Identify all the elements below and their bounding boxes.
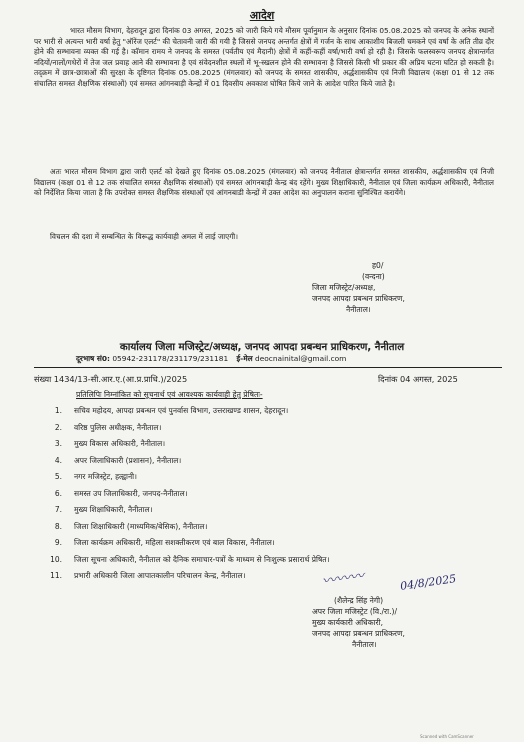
recipient-text: नगर मजिस्ट्रेट, हल्द्वानी। <box>74 472 137 481</box>
signatory-authority: जनपद आपदा प्रबन्धन प्राधिकरण, <box>312 294 405 303</box>
recipient-number: 3. <box>54 439 62 448</box>
recipient-text: सचिव महोदय, आपदा प्रबन्धन एवं पुनर्वास विभाग, उत्तराखण्ड शासन, देहरादून। <box>74 406 289 415</box>
order-heading: आदेश <box>249 9 275 22</box>
recipient-item <box>40 422 510 439</box>
signatory-name: (वन्दना) <box>362 272 385 281</box>
scanner-watermark: Scanned with CamScanner <box>420 734 474 739</box>
recipient-item <box>40 537 510 554</box>
recipient-text: वरिष्ठ पुलिस अधीक्षक, नैनीताल। <box>74 422 162 432</box>
recipient-number: 10. <box>50 554 62 564</box>
handwritten-date: 04/8/2025 <box>399 572 458 593</box>
office-title: कार्यालय जिला मजिस्ट्रेट/अध्यक्ष, जनपद आपदा प्रबन्धन प्राधिकरण, नैनीताल <box>119 342 405 353</box>
signatory-role-2: मुख्य कार्यकारी अधिकारी, <box>312 618 384 627</box>
copy-to-heading: प्रतिलिपिः निम्नांकित को सूचनार्थ एवं आवश्यक कार्यवाही हेतु प्रेषितः- <box>76 390 263 399</box>
signature-block-dm <box>312 260 492 315</box>
recipient-number: 4. <box>54 455 62 465</box>
recipient-number: 6. <box>54 488 62 498</box>
signature-mark: ह0/ <box>372 261 384 270</box>
signatory-designation-2: अपर जिला मजिस्ट्रेट (वि./रा.)/ <box>312 607 398 616</box>
recipient-number: 8. <box>54 521 62 531</box>
order-paragraph-2: अतः भारत मौसम विभाग द्वारा जारी एलर्ट को देखते हुए दिनांक 05.08.2025 (मंगलवार) को जनपद नैनीताल क्षेत्रान्तर्गत समस्त शासकीय, अर्द्धशासकीय एवं निजी विद्यालय (कक्षा 01 से 12 तक संचालित समस्त शैक्षणिक संस्थाओं) एवं समस्त आंगनबाड़ी केन्द्र बंद रहेंगे। मुख्य शिक्षाधिकारी, नैनीताल एवं जिला कार्यक्रम अधिकारी, नैनीताल को निर्देशित किया जाता है कि उपरोक्त समस्त शैक्षणिक संस्थाओं एवं आंगनबाडी केन्द्रों में उक्त आदेश का अनुपालन कराना सुनिश्चित करायेंगे। <box>34 167 494 198</box>
signatory-name-2: (शैलेन्द्र सिंह नेगी) <box>334 596 384 605</box>
recipient-item <box>40 488 510 505</box>
recipient-text: मुख्य शिक्षाधिकारी, नैनीताल। <box>74 505 153 514</box>
recipient-item <box>40 405 510 422</box>
recipient-text: समस्त उप जिलाधिकारी, जनपद-नैनीताल। <box>74 488 188 498</box>
recipient-number: 1. <box>54 406 62 415</box>
reference-number: संख्या 1434/13-सी.आर.ए.(आ.प्र.प्राधि.)/2025 <box>34 374 188 384</box>
order-paragraph-3: विचलन की दशा में सम्बन्धित के विरूद्ध कार्यवाही अमल में लाई जाएगी। <box>50 232 238 241</box>
recipient-item <box>40 554 510 571</box>
divider-line <box>34 367 502 368</box>
email-address: deocnainital@gmail.com <box>255 354 347 363</box>
signature-block-adm <box>312 595 512 650</box>
recipient-text: अपर जिलाधिकारी (प्रशासन), नैनीताल। <box>74 455 182 465</box>
signatory-authority-2: जनपद आपदा प्रबन्धन प्राधिकरण, <box>312 629 405 638</box>
recipient-text: जिला कार्यक्रम अधिकारी, महिला सशक्तीकरण एवं बाल विकास, नैनीताल। <box>74 538 275 547</box>
phone-number: 05942-231178/231179/231181 <box>112 354 229 363</box>
recipient-text: जिला सूचना अधिकारी, नैनीताल को दैनिक समाचार-पत्रों के माध्यम से निःशुल्क प्रसारार्थ प्रेषित। <box>74 554 330 564</box>
recipient-item <box>40 504 510 521</box>
recipient-number: 2. <box>54 422 62 432</box>
recipient-text: जिला शिक्षाधिकारी (माध्यमिक/बेसिक), नैनीताल। <box>74 521 208 531</box>
recipient-number: 7. <box>54 505 62 514</box>
reference-date: दिनांक 04 अगस्त, 2025 <box>378 374 458 384</box>
recipient-text: मुख्य विकास अधिकारी, नैनीताल। <box>74 439 166 448</box>
recipient-item <box>40 438 510 455</box>
recipient-item <box>40 521 510 538</box>
order-paragraph-1: भारत मौसम विभाग, देहरादून द्वारा दिनांक 03 अगस्त, 2025 को जारी किये गये मौसम पूर्वानुमान के अनुसार दिनांक 05.08.2025 को जनपद के अनेक स्थानों पर भारी से अत्यन्त भारी वर्षा हेतु "ऑरेंज एलर्ट" की चेतावनी जारी की गयी है जिससे जनपद अन्तर्गत क्षेत्रों में गर्जन के साथ आकाशीय बिजली चमकने एवं वर्षा के अति तीव्र दौर होने की सम्भावना व्यक्त की गई है। कॉमान रामय ने जनपद के समस्त (पर्वतीय एवं मैदानी) क्षेत्रों में कहीं-कहीं वर्षा/भारी वर्षा हो रही है। जिसके फलस्वरूप जनपद क्षेत्रान्तर्गत नदियों/नालों/गधेरों में तेज जल प्रवाह आने की सम्भावना है एवं संवेदनशील स्थलों में भू-स्खलन होने की सम्भावना है जिससे किसी भी प्रकार की अप्रिय घटना घटित हो सकती है। तद्क्रम में छात्र-छात्राओं की सुरक्षा के दृष्टिगत दिनांक 05.08.2025 (मंगलवार) को जनपद के समस्त शासकीय, अर्द्धशासकीय एवं निजी विद्यालय (कक्षा 01 से 12 तक संचालित समस्त शैक्षणिक संस्थाओं) एवं समस्त आंगनबाड़ी केन्द्रों में 01 दिवसीय अवकाश घोषित किये जाने के आदेश पारित किये जाते है। <box>34 26 494 88</box>
recipient-text: प्रभारी अधिकारी जिला आपातकालीन परिचालन केन्द्र, नैनीताल। <box>74 571 246 580</box>
recipient-item <box>40 471 510 488</box>
signatory-designation: जिला मजिस्ट्रेट/अध्यक्ष, <box>312 283 376 292</box>
signatory-location: नैनीताल। <box>346 305 371 314</box>
recipient-number: 5. <box>54 472 62 481</box>
recipient-list <box>40 405 510 587</box>
signatory-location-2: नैनीताल। <box>352 640 377 649</box>
phone-label: दूरभाष सं0: <box>76 354 110 363</box>
email-label: ई-मेल <box>236 354 253 363</box>
recipient-item <box>40 455 510 472</box>
recipient-number: 9. <box>54 538 62 547</box>
handwritten-signature: 〰〰〰 <box>321 568 366 590</box>
recipient-number: 11. <box>50 571 62 580</box>
office-contact <box>76 354 346 364</box>
